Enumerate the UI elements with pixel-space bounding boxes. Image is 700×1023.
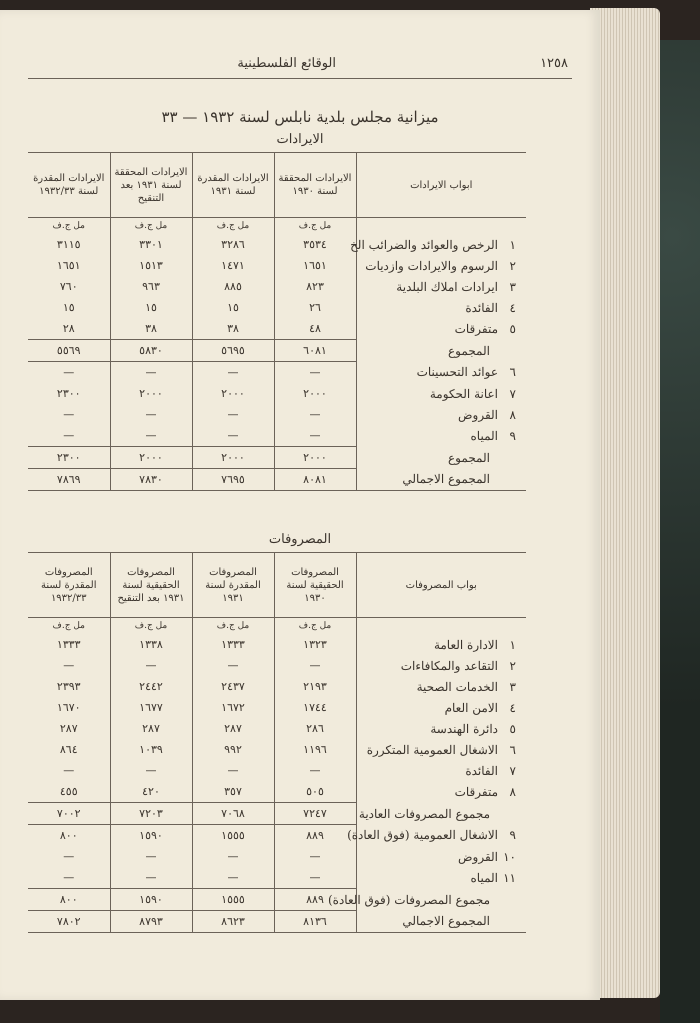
row-label-text: الاشغال العمومية المتكررة <box>366 742 498 757</box>
value-cell: — <box>274 425 356 447</box>
value-cell: ١٠٣٩ <box>110 739 192 760</box>
value-cell: ٤٥٥ <box>59 785 78 798</box>
page-header <box>28 52 572 79</box>
row-number: ٨ <box>509 407 516 422</box>
value-cell: — <box>110 655 192 676</box>
row-label <box>356 383 526 404</box>
table-row <box>28 383 526 404</box>
grand-total-row-value: ٨٠٨١ <box>274 469 356 491</box>
row-label <box>356 276 526 297</box>
row-label-text: الامن العام <box>444 700 498 715</box>
value-cell: — <box>63 850 75 863</box>
table-row <box>28 425 526 447</box>
value-cell: ٣٥٣٤ <box>274 234 356 255</box>
subtotal-row-value: ٧٢٠٣ <box>110 803 192 825</box>
grand-total-row-value: ٧٨٠٢ <box>28 911 110 933</box>
row-number: ١ <box>509 637 516 652</box>
col-header-c1: الايرادات المحققة لسنة ١٩٣٠ <box>274 153 356 218</box>
value-cell: ٣٣٠١ <box>110 234 192 255</box>
subtotal-row <box>28 340 526 362</box>
value-cell: ٢٨٧ <box>59 722 78 735</box>
table-row <box>28 318 526 340</box>
table-row <box>28 676 526 697</box>
table-row <box>28 255 526 276</box>
value-cell: ١٣٢٣ <box>274 634 356 655</box>
value-cell: ٢٨٧ <box>110 718 192 739</box>
value-cell: — <box>110 846 192 867</box>
value-cell: ٣١١٥ <box>56 238 81 251</box>
col-header-c2: الايرادات المقدرة لسنة ١٩٣١ <box>192 153 274 218</box>
value-cell: ٢٨٦ <box>274 718 356 739</box>
row-number: ٦ <box>509 742 516 757</box>
table-row <box>28 718 526 739</box>
row-label <box>356 425 526 447</box>
value-cell: ١٦٥١ <box>274 255 356 276</box>
value-cell: — <box>274 760 356 781</box>
row-label <box>356 697 526 718</box>
subtotal-row-value: ٢٠٠٠ <box>110 447 192 469</box>
grand-total-row-label: المجموع الاجمالي <box>356 469 526 491</box>
row-label-text: الفائدة <box>465 300 498 315</box>
value-cell: ٢٠٠٠ <box>274 383 356 404</box>
row-number: ١٠ <box>503 849 516 864</box>
col-header-c3: المصروفات الحقيقية لسنة ١٩٣١ بعد التنقيح <box>110 553 192 618</box>
value-cell: — <box>110 362 192 384</box>
value-cell: ٢٤٤٢ <box>110 676 192 697</box>
col-header-c4: المصروفات المقدرة لسنة ١٩٣٢/٣٣ <box>28 553 110 618</box>
row-label-text: ايرادات املاك البلدية <box>396 279 498 294</box>
subtotal-row <box>28 803 526 825</box>
value-cell: ٣٨ <box>192 318 274 340</box>
unit-cell: مل ج.ف <box>274 218 356 235</box>
subtotal-row-value: ٨٨٩ <box>274 889 356 911</box>
row-number: ٧ <box>509 386 516 401</box>
value-cell: ٨٨٩ <box>274 825 356 847</box>
value-cell: ١٦٧٢ <box>192 697 274 718</box>
value-cell: — <box>274 867 356 889</box>
row-label-text: الرسوم والايرادات وازديات <box>365 258 498 273</box>
value-cell: ١٣٣٣ <box>192 634 274 655</box>
value-cell: ١٥ <box>192 297 274 318</box>
document-page <box>0 10 600 1000</box>
value-cell: — <box>274 362 356 384</box>
subtotal-row-value: ٢٣٠٠ <box>28 447 110 469</box>
value-cell: ٢٤٣٧ <box>192 676 274 697</box>
units-label-cell <box>356 618 526 635</box>
value-cell: ١٥ <box>62 301 75 314</box>
row-number: ٧ <box>509 763 516 778</box>
row-number: ٤ <box>509 300 516 315</box>
row-label <box>356 634 526 655</box>
table-row <box>28 404 526 425</box>
row-number: ٨ <box>509 784 516 799</box>
unit-cell: مل ج.ف <box>110 218 192 235</box>
value-cell: — <box>274 655 356 676</box>
table-row <box>28 825 526 847</box>
units-row <box>28 618 526 635</box>
table-row <box>28 276 526 297</box>
value-cell: — <box>192 655 274 676</box>
running-title: الوقائع الفلسطينية <box>237 56 336 71</box>
value-cell: ٩٩٢ <box>192 739 274 760</box>
expenses-header-row <box>28 553 526 618</box>
value-cell: ١٦٥١ <box>56 259 81 272</box>
row-label-text: متفرقات <box>454 784 498 799</box>
grand-total-row <box>28 469 526 491</box>
row-label <box>356 739 526 760</box>
grand-total-row-value: ٨٧٩٣ <box>110 911 192 933</box>
value-cell: ٨٨٥ <box>192 276 274 297</box>
expenses-table <box>28 552 526 933</box>
value-cell: ١٥٩٠ <box>110 825 192 847</box>
subtotal-row-value: ٥٥٦٩ <box>28 340 110 362</box>
value-cell: ١٥٥٥ <box>192 825 274 847</box>
unit-cell: مل ج.ف <box>192 218 274 235</box>
revenues-header-row <box>28 153 526 218</box>
subtotal-row-value: ٧٠٦٨ <box>192 803 274 825</box>
value-cell: ١٦٧٧ <box>110 697 192 718</box>
col-header-label: بواب المصروفات <box>356 553 526 618</box>
value-cell: ٢٨ <box>62 322 75 335</box>
subtotal-row-label: مجموع المصروفات (فوق العادة) <box>356 889 526 911</box>
expenses-heading: المصروفات <box>268 532 332 547</box>
row-label <box>356 867 526 889</box>
value-cell: — <box>63 408 75 421</box>
grand-total-row-label: المجموع الاجمالي <box>356 911 526 933</box>
value-cell: ٣٨ <box>110 318 192 340</box>
grand-total-row-value: ٨١٣٦ <box>274 911 356 933</box>
value-cell: ١٣٣٨ <box>110 634 192 655</box>
subtotal-row-label: المجموع <box>356 447 526 469</box>
unit-cell: مل ج.ف <box>110 618 192 635</box>
row-label <box>356 846 526 867</box>
col-header-c2: المصروفات المقدرة لسنة ١٩٣١ <box>192 553 274 618</box>
budget-title: ميزانية مجلس بلدية نابلس لسنة ١٩٣٢ — ٣٣ <box>161 108 439 126</box>
table-row <box>28 781 526 803</box>
value-cell: — <box>63 366 75 379</box>
value-cell: ٢١٩٣ <box>274 676 356 697</box>
subtotal-row <box>28 889 526 911</box>
row-label-text: الرخص والعوائد والضرائب الخ <box>350 237 498 252</box>
table-row <box>28 697 526 718</box>
value-cell: — <box>192 362 274 384</box>
row-label <box>356 676 526 697</box>
row-label <box>356 760 526 781</box>
row-label-text: المياه <box>470 428 498 443</box>
subtotal-row-value: ١٥٩٠ <box>110 889 192 911</box>
row-label-text: القروض <box>458 407 498 422</box>
row-label-text: دائرة الهندسة <box>430 721 498 736</box>
value-cell: ٤٢٠ <box>110 781 192 803</box>
value-cell: — <box>274 846 356 867</box>
subtotal-row-label: مجموع المصروفات العادية <box>356 803 526 825</box>
unit-cell: مل ج.ف <box>52 621 85 631</box>
value-cell: ١٦٧٠ <box>56 701 81 714</box>
col-header-c1: المصروفات الحقيقية لسنة ١٩٣٠ <box>274 553 356 618</box>
grand-total-row <box>28 911 526 933</box>
row-number: ٢ <box>509 658 516 673</box>
row-label-text: الفائدة <box>465 763 498 778</box>
row-label-text: الاشغال العمومية (فوق العادة) <box>347 828 498 843</box>
value-cell: ٢٣٩٣ <box>56 680 81 693</box>
row-number: ٦ <box>509 365 516 380</box>
row-label-text: التقاعد والمكافاءات <box>400 658 498 673</box>
table-row <box>28 234 526 255</box>
subtotal-row <box>28 447 526 469</box>
row-number: ١ <box>509 237 516 252</box>
value-cell: — <box>63 659 75 672</box>
value-cell: ٥٠٥ <box>274 781 356 803</box>
row-number: ٩ <box>509 828 516 843</box>
value-cell: ٣٥٧ <box>192 781 274 803</box>
value-cell: — <box>192 846 274 867</box>
grand-total-row-value: ٧٨٦٩ <box>28 469 110 491</box>
subtotal-row-value: ٢٠٠٠ <box>192 447 274 469</box>
row-label <box>356 404 526 425</box>
subtotal-row-value: ٥٦٩٥ <box>192 340 274 362</box>
value-cell: ٩٦٣ <box>110 276 192 297</box>
subtotal-row-value: ٢٠٠٠ <box>274 447 356 469</box>
value-cell: ٢٨٧ <box>192 718 274 739</box>
value-cell: ١٥١٣ <box>110 255 192 276</box>
value-cell: — <box>110 760 192 781</box>
value-cell: ٢٠٠٠ <box>110 383 192 404</box>
table-row <box>28 634 526 655</box>
value-cell: — <box>192 425 274 447</box>
table-row <box>28 867 526 889</box>
row-label <box>356 255 526 276</box>
table-row <box>28 655 526 676</box>
page-edges <box>590 8 660 998</box>
subtotal-row-value: ١٥٥٥ <box>192 889 274 911</box>
page-number: ١٢٥٨ <box>540 56 568 71</box>
revenues-table <box>28 152 526 491</box>
row-number: ٩ <box>509 428 516 443</box>
value-cell: ١٣٣٣ <box>56 638 81 651</box>
value-cell: — <box>192 867 274 889</box>
unit-cell: مل ج.ف <box>192 618 274 635</box>
value-cell: ٢٠٠٠ <box>192 383 274 404</box>
row-number: ٣ <box>509 279 516 294</box>
row-number: ٢ <box>509 258 516 273</box>
row-label <box>356 297 526 318</box>
value-cell: ٨٠٠ <box>59 829 78 842</box>
value-cell: ٧٦٠ <box>59 280 78 293</box>
row-label <box>356 362 526 384</box>
col-header-c3: الايرادات المحققة لسنة ١٩٣١ بعد التنقيح <box>110 153 192 218</box>
grand-total-row-value: ٧٨٣٠ <box>110 469 192 491</box>
row-label-text: عوائد التحسينات <box>416 365 498 380</box>
table-row <box>28 846 526 867</box>
row-number: ٣ <box>509 679 516 694</box>
value-cell: ٨٢٣ <box>274 276 356 297</box>
value-cell: — <box>110 404 192 425</box>
subtotal-row-value: ٨٠٠ <box>28 889 110 911</box>
value-cell: ١٤٧١ <box>192 255 274 276</box>
value-cell: — <box>192 760 274 781</box>
row-label-text: القروض <box>458 849 498 864</box>
col-header-label: ابواب الايرادات <box>356 153 526 218</box>
table-row <box>28 739 526 760</box>
subtotal-row-label: المجموع <box>356 340 526 362</box>
subtotal-row-value: ٧٠٠٢ <box>28 803 110 825</box>
row-number: ٥ <box>509 721 516 736</box>
row-label-text: الادارة العامة <box>433 637 498 652</box>
value-cell: ١٧٤٤ <box>274 697 356 718</box>
subtotal-row-value: ٧٢٤٧ <box>274 803 356 825</box>
value-cell: ٤٨ <box>274 318 356 340</box>
value-cell: ١٥ <box>110 297 192 318</box>
value-cell: — <box>192 404 274 425</box>
table-row <box>28 362 526 384</box>
units-label-cell <box>356 218 526 235</box>
col-header-c4: الايرادات المقدرة لسنة ١٩٣٢/٣٣ <box>28 153 110 218</box>
row-label-text: المياه <box>470 870 498 885</box>
row-number: ٥ <box>509 321 516 336</box>
table-row <box>28 297 526 318</box>
row-label <box>356 318 526 340</box>
row-label-text: الخدمات الصحية <box>416 679 498 694</box>
value-cell: ٢٣٠٠ <box>56 387 81 400</box>
row-number: ١١ <box>503 870 516 885</box>
row-label <box>356 781 526 803</box>
value-cell: ٣٢٨٦ <box>192 234 274 255</box>
value-cell: ١١٩٦ <box>274 739 356 760</box>
unit-cell: مل ج.ف <box>274 618 356 635</box>
row-number: ٤ <box>509 700 516 715</box>
row-label-text: اعانة الحكومة <box>429 386 498 401</box>
value-cell: — <box>110 425 192 447</box>
grand-total-row-value: ٨٦٢٣ <box>192 911 274 933</box>
value-cell: — <box>63 871 75 884</box>
units-row <box>28 218 526 235</box>
value-cell: — <box>274 404 356 425</box>
row-label <box>347 825 526 847</box>
subtotal-row-value: ٥٨٣٠ <box>110 340 192 362</box>
value-cell: — <box>110 867 192 889</box>
subtotal-row-value: ٦٠٨١ <box>274 340 356 362</box>
row-label <box>356 655 526 676</box>
grand-total-row-value: ٧٦٩٥ <box>192 469 274 491</box>
unit-cell: مل ج.ف <box>52 221 85 231</box>
table-row <box>28 760 526 781</box>
row-label <box>350 234 526 255</box>
row-label <box>356 718 526 739</box>
value-cell: ٨٦٤ <box>59 743 78 756</box>
value-cell: — <box>63 764 75 777</box>
book-cover <box>660 40 700 1023</box>
revenues-heading: الايرادات <box>276 132 324 147</box>
value-cell: ٢٦ <box>274 297 356 318</box>
value-cell: — <box>63 429 75 442</box>
row-label-text: متفرقات <box>454 321 498 336</box>
